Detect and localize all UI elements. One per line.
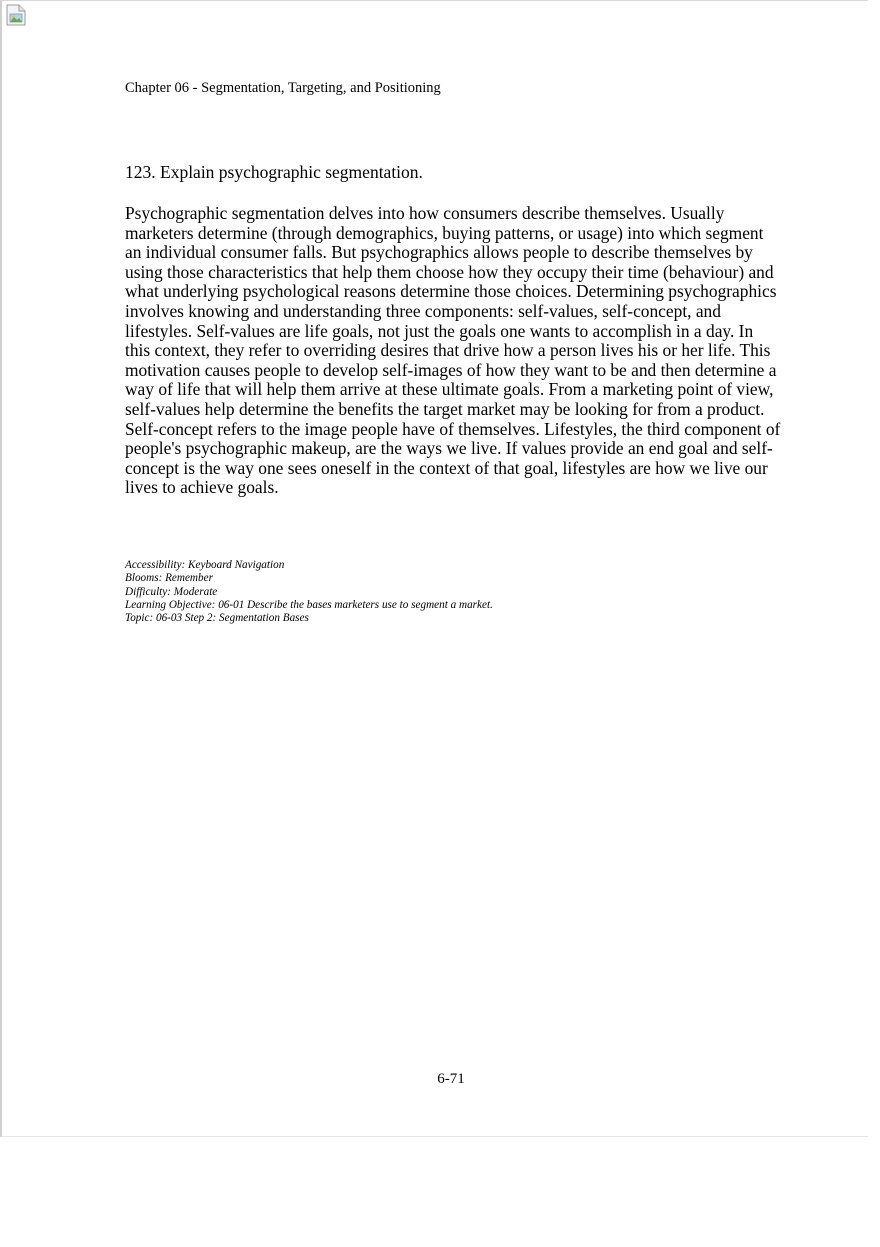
- answer-line: lives to achieve goals.: [125, 477, 279, 498]
- difficulty-tag: Difficulty: Moderate: [125, 585, 218, 598]
- answer-line: concept is the way one sees oneself in the context of that goal, lifestyles are how we live our: [125, 457, 768, 478]
- answer-line: what underlying psychological reasons determine those choices. Determining psychographics: [125, 281, 777, 302]
- answer-line: marketers determine (through demographics, buying patterns, or usage) into which segment: [125, 222, 764, 243]
- accessibility-tag: Accessibility: Keyboard Navigation: [125, 559, 285, 571]
- answer-line: involves knowing and understanding three components: self-values, self-concept, and: [125, 300, 721, 321]
- blooms-tag: Blooms: Remember: [125, 572, 213, 585]
- topic-tag: Topic: 06-03 Step 2: Segmentation Bases: [125, 612, 309, 625]
- answer-line: way of life that will help them arrive at these ultimate goals. From a marketing point of view,: [125, 379, 774, 400]
- answer-line: using those characteristics that help them choose how they occupy their time (behaviour) and: [125, 261, 774, 282]
- answer-line: Psychographic segmentation delves into how consumers describe themselves. Usually: [125, 203, 725, 223]
- answer-line: self-values help determine the benefits the target market may be looking for from a product.: [125, 398, 765, 419]
- answer-line: an individual consumer falls. But psychographics allows people to describe themselves by: [125, 242, 753, 263]
- answer-line: lifestyles. Self-values are life goals, not just the goals one wants to accomplish in a day. In: [125, 320, 754, 341]
- answer-paragraph: [125, 204, 785, 498]
- answer-line: this context, they refer to overriding desires that drive how a person lives his or her life. This: [125, 340, 771, 361]
- page-number: 6-71: [437, 1071, 465, 1087]
- learning-objective-tag: Learning Objective: 06-01 Describe the bases marketers use to segment a market.: [125, 598, 493, 611]
- broken-image-icon: [6, 4, 26, 26]
- chapter-title: Chapter 06 - Segmentation, Targeting, and Positioning: [125, 80, 441, 96]
- answer-line: people's psychographic makeup, are the ways we live. If values provide an end goal and self-: [125, 438, 773, 459]
- question-text: 123. Explain psychographic segmentation.: [125, 162, 423, 182]
- answer-line: Self-concept refers to the image people have of themselves. Lifestyles, the third component of: [125, 418, 781, 439]
- answer-line: motivation causes people to develop self-images of how they want to be and then determine a: [125, 359, 777, 380]
- question-metadata: [125, 559, 493, 625]
